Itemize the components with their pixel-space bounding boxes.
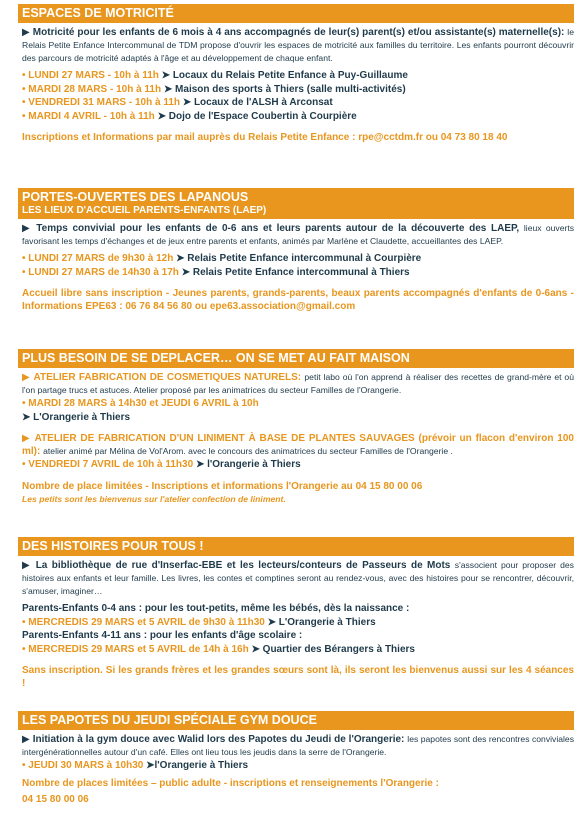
section-intro: ▶ La bibliothèque de rue d'Inserfac-EBE et les lecteurs/conteurs de Passeurs de Mots s'associent pour proposer des histoires aux enfants et leur famille. Les livres, les contes et comptines seront au rendez-vous, avec des histoires pour se rencontrer, découvrir, s'amuser, imaginer… <box>22 560 574 596</box>
section-title: LES PAPOTES DU JEUDI SPÉCIALE GYM DOUCE <box>22 713 317 727</box>
event-line: • MARDI 28 MARS - 10h à 11h ➤ Maison des sports à Thiers (salle multi-activités) <box>22 83 406 95</box>
section-motricite <box>22 4 574 144</box>
atelier-cosmetiques: ▶ ATELIER FABRICATION DE COSMETIQUES NATURELS: petit labo où l'on apprend à réaliser des recettes de grand-mère et où l'on partage trucs et astuces. Atelier proposé par les animatrices du secteur Familles de l'Orangerie. <box>22 372 574 395</box>
arrow-icon: ➤ <box>251 643 260 655</box>
contact-phone: 04 15 80 00 06 <box>22 793 89 805</box>
arrow-icon: ▶ <box>22 372 31 383</box>
section-title-bar <box>18 537 574 556</box>
section-note: Les petits sont les bienvenus sur l'atelier confection de liniment. <box>22 493 286 504</box>
section-title-bar <box>18 188 574 219</box>
event-line: • LUNDI 27 MARS de 9h30 à 12h ➤ Relais Petite Enfance intercommunal à Courpière <box>22 253 422 264</box>
section-title: ESPACES DE MOTRICITÉ <box>22 6 174 20</box>
section-histoires <box>22 537 574 690</box>
event-line: • MARDI 4 AVRIL - 10h à 11h ➤ Dojo de l'Espace Coubertin à Courpière <box>22 110 357 122</box>
section-title: PLUS BESOIN DE SE DEPLACER… ON SE MET AU FAIT MAISON <box>22 351 410 365</box>
intro-text: le Relais Petite Enfance Intercommunal de TDM propose d'ouvrir les espaces de motricité aux familles du territoire. Les enfants pourront découvrir des parcours de motricité adaptés à l'âge et au développement de chaque enfant. <box>22 27 574 63</box>
arrow-icon: ▶ <box>22 734 30 745</box>
event-line: • MARDI 28 MARS à 14h30 et JEUDI 6 AVRIL à 10h <box>22 398 259 409</box>
section-info: Nombre de place limitées - Inscriptions et informations l'Orangerie au 04 15 80 00 06 <box>22 480 423 492</box>
section-info: Sans inscription. Si les grands frères et les grandes sœurs sont là, ils seront les bienvenus aussi sur les 4 séances ! <box>22 665 574 689</box>
atelier-liniment: ▶ ATELIER DE FABRICATION D'UN LINIMENT À BASE DE PLANTES SAUVAGES (prévoir un flacon d'environ 100 ml): atelier animé par Mélina de Vol'Arom. avec le concours des animatrices du secteur Familles de l'Orangerie . <box>22 433 574 457</box>
group-label: Parents-Enfants 4-11 ans : pour les enfants d'âge scolaire : <box>22 630 303 641</box>
arrow-icon: ➤ <box>161 70 171 81</box>
arrow-icon: ➤ <box>157 110 166 122</box>
event-line: • LUNDI 27 MARS de 14h30 à 17h ➤ Relais Petite Enfance intercommunal à Thiers <box>22 266 410 278</box>
section-title: PORTES-OUVERTES DES LAPANOUS <box>22 190 249 204</box>
event-line: ➤ L'Orangerie à Thiers <box>22 411 131 423</box>
arrow-icon: ➤ <box>181 266 191 278</box>
section-intro <box>22 26 574 65</box>
section-info: Accueil libre sans inscription - Jeunes parents, grands-parents, beaux parents accompagnés d'enfants de 0-6ans - Informations EPE63 : 06 76 84 56 80 ou epe63.association@gmail.com <box>22 288 574 312</box>
arrow-icon: ➤ <box>176 253 185 264</box>
section-title: DES HISTOIRES POUR TOUS ! <box>22 539 204 553</box>
event-line: • MERCREDIS 29 MARS et 5 AVRIL de 14h à 16h ➤ Quartier des Bérangers à Thiers <box>22 643 415 655</box>
section-info: Inscriptions et Informations par mail auprès du Relais Petite Enfance : rpe@cctdm.fr ou 04 73 80 18 40 <box>22 132 508 143</box>
section-info: Nombre de places limitées – public adulte - inscriptions et renseignements l'Orangerie : <box>22 777 439 789</box>
event-line: • MERCREDIS 29 MARS et 5 AVRIL de 9h30 à 11h30 ➤ L'Orangerie à Thiers <box>22 616 376 628</box>
event-line: • JEUDI 30 MARS à 10h30 ➤l'Orangerie à Thiers <box>22 760 249 771</box>
event-line: • LUNDI 27 MARS - 10h à 11h ➤ Locaux du Relais Petite Enfance à Puy-Guillaume <box>22 70 408 81</box>
arrow-icon: ▶ <box>22 223 32 234</box>
section-papotes <box>22 711 574 806</box>
intro-bold: Motricité pour les enfants de 6 mois à 4 ans accompagnés de leur(s) parent(s) et/ou assistante(s) maternelle(s): <box>32 27 565 38</box>
section-intro: ▶ Initiation à la gym douce avec Walid lors des Papotes du Jeudi de l'Orangerie: les papotes sont des rencontres conviviales intergénérationnelles autour d'un café. Elles ont lieu tous les jeudis dans la serre de l'Orangerie. <box>22 734 575 757</box>
arrow-icon: ➤ <box>22 411 31 423</box>
arrow-icon: ▶ <box>22 27 30 38</box>
arrow-icon: ➤ <box>163 83 173 95</box>
event-line: • VENDREDI 31 MARS - 10h à 11h ➤ Locaux de l'ALSH à Arconsat <box>22 97 333 108</box>
arrow-icon: ➤ <box>267 616 277 628</box>
section-fait-maison <box>22 349 574 506</box>
event-line: • VENDREDI 7 AVRIL de 10h à 11h30 ➤ l'Orangerie à Thiers <box>22 459 301 470</box>
section-lapanous <box>22 188 574 313</box>
arrow-icon: ➤ <box>146 760 155 771</box>
arrow-icon: ➤ <box>182 97 192 108</box>
group-label: Parents-Enfants 0-4 ans : pour les tout-petits, même les bébés, dès la naissance : <box>22 603 410 614</box>
arrow-icon: ▶ <box>22 560 32 571</box>
section-title-bar <box>18 4 574 23</box>
section-subtitle: LES LIEUX D'ACCUEIL PARENTS-ENFANTS (LAEP) <box>22 205 267 216</box>
section-intro: ▶ Temps convivial pour les enfants de 0-6 ans et leurs parents autour de la découverte des LAEP, lieux ouverts favorisant les temps d'échanges et de jeux entre parents et enfants, animés par Marlène et Claudette, accueillantes des LAEP. <box>22 223 575 246</box>
section-title-bar <box>18 711 574 730</box>
arrow-icon: ➤ <box>195 459 205 470</box>
section-title-bar <box>18 349 574 368</box>
arrow-icon: ▶ <box>22 433 31 444</box>
